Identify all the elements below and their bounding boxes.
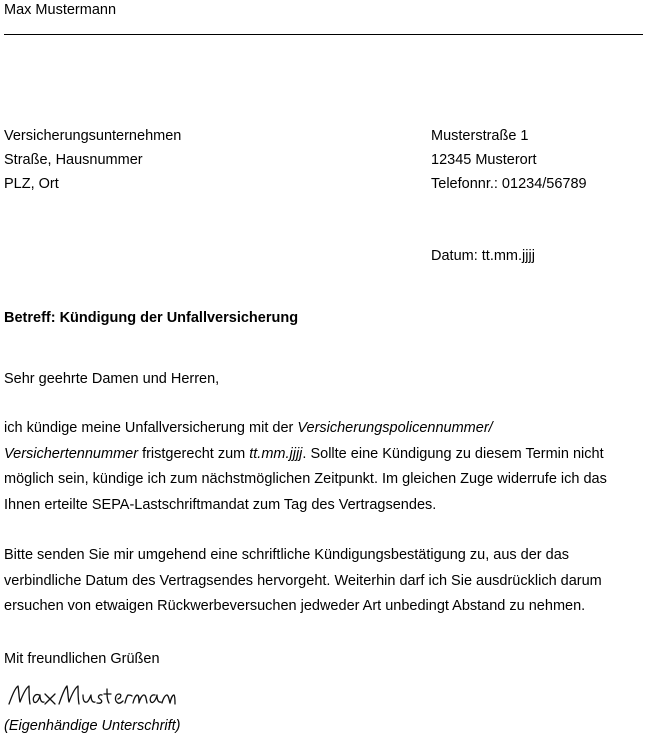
body-p1-text: fristgerecht zum: [138, 445, 250, 462]
body-p2-line-3: ersuchen von etwaigen Rückwerbeversuchen jedweder Art unbedingt Abstand zu nehmen.: [4, 598, 586, 614]
termination-date-placeholder: tt.mm.jjjj: [249, 445, 303, 462]
recipient-company: Versicherungsunternehmen: [4, 128, 182, 144]
body-p1-text: ich kündige meine Unfallversicherung mit der: [4, 420, 298, 436]
salutation: Sehr geehrte Damen und Herren,: [4, 371, 220, 387]
sender-phone: Telefonnr.: 01234/56789: [431, 176, 587, 192]
closing: Mit freundlichen Grüßen: [4, 651, 160, 667]
body-p2-line-2: verbindliche Datum des Vertragsendes hervorgeht. Weiterhin darf ich Sie ausdrücklich darum: [4, 572, 602, 589]
sender-street: Musterstraße 1: [431, 128, 529, 144]
sender-name-header: Max Mustermann: [4, 2, 117, 18]
body-p1-line-4: Ihnen erteilte SEPA-Lastschriftmandat zum Tag des Vertragsendes.: [4, 496, 437, 513]
body-p2-line-1: Bitte senden Sie mir umgehend eine schriftliche Kündigungsbestätigung zu, aus der das: [4, 547, 570, 563]
recipient-street: Straße, Hausnummer: [4, 152, 143, 168]
date-line: Datum: tt.mm.jjjj: [431, 248, 535, 264]
header-divider: [4, 34, 643, 35]
body-paragraph-2: [4, 543, 634, 620]
subject-line: Betreff: Kündigung der Unfallversicherung: [4, 310, 299, 326]
body-p1-line-2: [4, 442, 634, 468]
body-p1-line-3: möglich sein, kündige ich zum nächstmöglichen Zeitpunkt. Im gleichen Zuge widerrufe ich das: [4, 471, 607, 487]
body-p1-line-1: [4, 416, 634, 442]
recipient-city: PLZ, Ort: [4, 176, 59, 192]
policy-number-placeholder: Versicherungspolicennummer/: [297, 420, 493, 436]
body-p1-text: . Sollte eine Kündigung zu diesem Termin nicht: [302, 445, 604, 462]
body-paragraph-1: [4, 416, 634, 518]
handwritten-signature: [6, 680, 176, 712]
sender-city: 12345 Musterort: [431, 152, 537, 168]
insured-number-placeholder: Versichertennummer: [4, 445, 139, 462]
signature-note: (Eigenhändige Unterschrift): [4, 718, 181, 734]
